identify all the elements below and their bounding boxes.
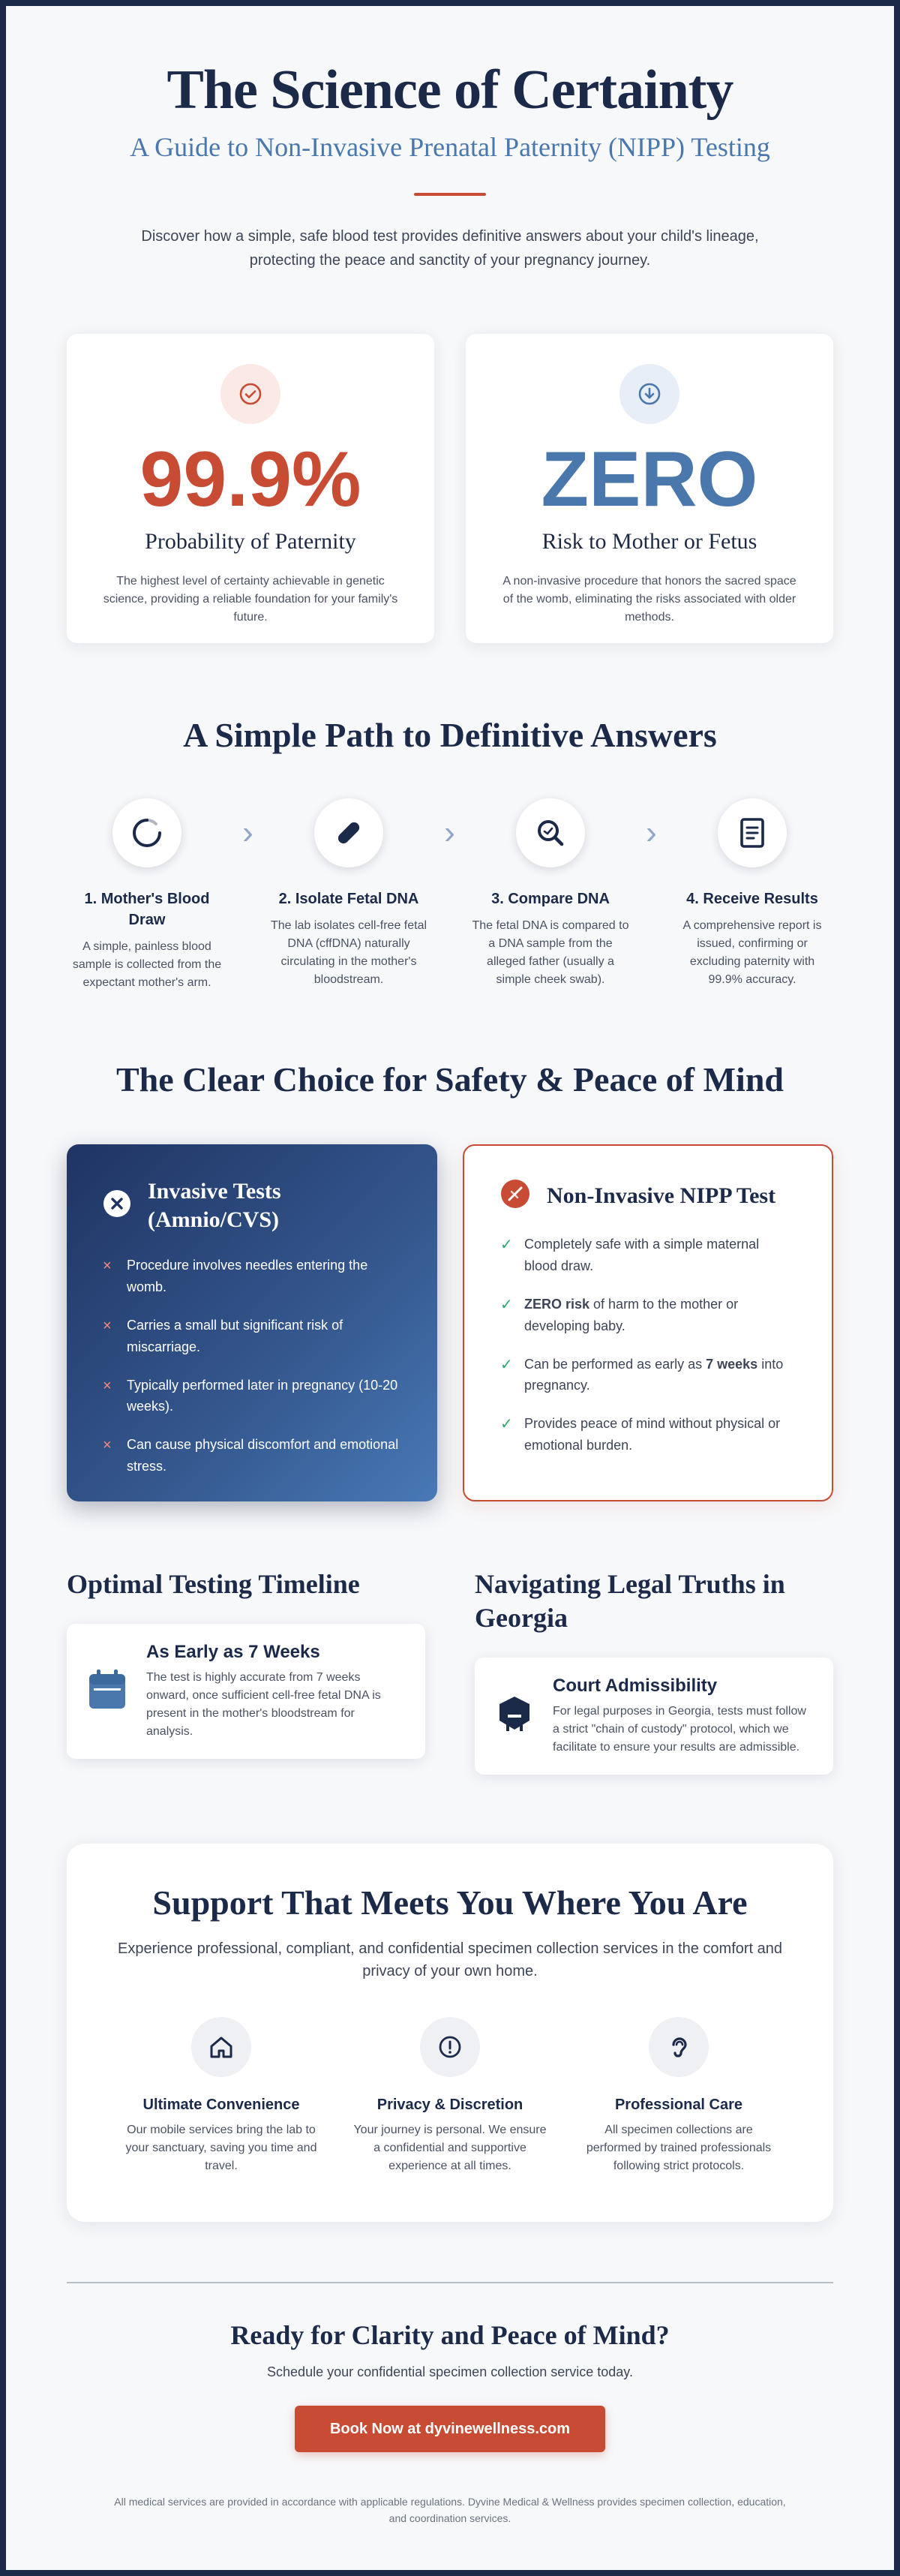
legal-title: Navigating Legal Truths in Georgia <box>475 1569 785 1634</box>
list-item: ✓ Can be performed as early as 7 weeks into pregnancy. <box>500 1354 796 1397</box>
book-now-button[interactable]: Book Now at dyvinewellness.com <box>295 2406 605 2452</box>
feature-title: Privacy & Discretion <box>376 2097 524 2114</box>
header <box>6 6 894 272</box>
close-circle-icon <box>103 1189 131 1222</box>
stat-value: ZERO <box>541 436 758 524</box>
support-features <box>120 2017 780 2175</box>
stat-description: The highest level of certainty achievable in genetic science, providing a reliable foundation for your family's future. <box>103 575 398 624</box>
timeline-legal-section <box>67 1568 894 1775</box>
comparison-title: The Clear Choice for Safety & Peace of Mind <box>116 1060 784 1099</box>
step-description: A comprehensive report is issued, confirming or excluding paternity with 99.9% accuracy. <box>682 919 822 987</box>
legal-column <box>475 1568 833 1775</box>
pill-icon <box>314 798 383 867</box>
check-circle-icon <box>220 364 280 424</box>
invasive-list <box>103 1255 401 1477</box>
stat-label: Probability of Paternity <box>145 529 356 555</box>
courthouse-icon <box>496 1695 533 1738</box>
no-needle-icon <box>500 1179 530 1213</box>
timeline-card <box>67 1624 425 1759</box>
document-icon <box>718 798 787 867</box>
feature-desc: Your journey is personal. We ensure a confidential and supportive experience at all times. <box>353 2124 547 2173</box>
feature-title: Professional Care <box>614 2097 743 2114</box>
process-step <box>268 798 429 992</box>
invasive-card-header <box>103 1177 401 1234</box>
stat-value: 99.9% <box>140 436 362 524</box>
intro-text: Discover how a simple, safe blood test provides definitive answers about your child's lineage, protecting the peace and sanctity of your pregnancy journey. <box>141 228 759 269</box>
list-item: × Typically performed later in pregnancy (10-20 weeks). <box>103 1375 401 1418</box>
stats-section <box>67 334 894 643</box>
stat-label: Risk to Mother or Fetus <box>542 529 758 555</box>
nipp-card-header <box>500 1179 796 1213</box>
list-item: × Carries a small but significant risk of miscarriage. <box>103 1315 401 1358</box>
magnify-icon <box>516 798 585 867</box>
list-item: ✓ Provides peace of mind without physical or emotional burden. <box>500 1413 796 1456</box>
x-icon: × <box>103 1258 112 1275</box>
feature-item <box>120 2017 322 2175</box>
nipp-card-title: Non-Invasive NIPP Test <box>547 1183 776 1209</box>
process-step <box>470 798 631 992</box>
step-title: 4. Receive Results <box>686 891 818 908</box>
feature-item <box>349 2017 551 2175</box>
calendar-icon <box>88 1668 127 1715</box>
feature-item <box>578 2017 780 2175</box>
process-title: A Simple Path to Definitive Answers <box>183 716 717 755</box>
check-icon: ✓ <box>500 1356 513 1373</box>
timeline-card-title: As Early as 7 Weeks <box>146 1642 320 1663</box>
comparison-section <box>6 1060 894 1501</box>
page-subtitle: A Guide to Non-Invasive Prenatal Paternity (NIPP) Testing <box>130 132 770 163</box>
home-icon <box>191 2017 251 2077</box>
section-divider <box>67 2282 833 2283</box>
timeline-column <box>67 1568 425 1775</box>
list-item: ✓ Completely safe with a simple maternal blood draw. <box>500 1234 796 1277</box>
title-divider <box>414 193 486 196</box>
arrow-down-circle-icon <box>620 364 680 424</box>
check-icon: ✓ <box>500 1416 513 1433</box>
legal-card-title: Court Admissibility <box>553 1676 718 1697</box>
x-icon: × <box>103 1437 112 1454</box>
stat-description: A non-invasive procedure that honors the sacred space of the womb, eliminating the risks associated with older methods. <box>502 575 796 624</box>
step-description: A simple, painless blood sample is collected from the expectant mother's arm. <box>72 940 222 990</box>
step-description: The lab isolates cell-free fetal DNA (cffDNA) naturally circulating in the mother's bloodstream. <box>270 919 428 987</box>
ear-icon <box>649 2017 709 2077</box>
process-step <box>672 798 832 992</box>
support-section <box>67 1844 833 2222</box>
comparison-cards <box>67 1144 894 1501</box>
list-item: ✓ ZERO risk of harm to the mother or developing baby. <box>500 1294 796 1337</box>
check-icon: ✓ <box>500 1296 513 1313</box>
feature-title: Ultimate Convenience <box>142 2097 300 2114</box>
cta-section <box>6 2319 894 2452</box>
page-title: The Science of Certainty <box>166 59 734 121</box>
invasive-tests-card <box>67 1144 437 1501</box>
footer-disclaimer: All medical services are provided in accordance with applicable regulations. Dyvine Medical & Wellness provides specimen collection, education, and coordination services. <box>114 2496 786 2525</box>
feature-desc: Our mobile services bring the lab to your sanctuary, saving you time and travel. <box>125 2124 317 2173</box>
step-title: 2. Isolate Fetal DNA <box>278 891 419 908</box>
x-icon: × <box>103 1377 112 1394</box>
support-title: Support That Meets You Where You Are <box>152 1883 748 1922</box>
process-section <box>6 715 894 992</box>
list-item: × Can cause physical discomfort and emotional stress. <box>103 1434 401 1477</box>
check-icon: ✓ <box>500 1237 513 1254</box>
page <box>6 6 894 2570</box>
feature-desc: All specimen collections are performed by trained professionals following strict protocols. <box>586 2124 772 2173</box>
process-steps <box>67 798 833 992</box>
process-step <box>67 798 227 992</box>
timeline-card-desc: The test is highly accurate from 7 weeks onward, once sufficient cell-free fetal DNA is present in the mother's bloodstream for analysis. <box>146 1671 381 1739</box>
alert-circle-icon <box>420 2017 480 2077</box>
step-description: The fetal DNA is compared to a DNA sample from the alleged father (usually a simple cheek swab). <box>472 919 629 987</box>
step-title: 3. Compare DNA <box>491 891 610 908</box>
list-item: × Procedure involves needles entering the womb. <box>103 1255 401 1298</box>
chevron-right-icon: › <box>444 814 455 852</box>
nipp-list <box>500 1234 796 1456</box>
chevron-right-icon: › <box>242 814 254 852</box>
chevron-right-icon: › <box>646 814 657 852</box>
legal-card-desc: For legal purposes in Georgia, tests must follow a strict "chain of custody" protocol, which we facilitate to ensure your results are admissible. <box>553 1705 806 1754</box>
cta-subtitle: Schedule your confidential specimen collection service today. <box>267 2364 633 2380</box>
support-subtitle: Experience professional, compliant, and confidential specimen collection services in the comfort and privacy of your own home. <box>117 1940 783 1980</box>
spinner-icon <box>112 798 182 867</box>
stat-card-paternity <box>67 334 434 643</box>
stat-card-risk <box>466 334 833 643</box>
timeline-title: Optimal Testing Timeline <box>67 1569 360 1600</box>
step-title: 1. Mother's Blood Draw <box>84 891 210 929</box>
x-icon: × <box>103 1317 112 1334</box>
nipp-test-card <box>463 1144 833 1501</box>
legal-card <box>475 1658 833 1775</box>
cta-title: Ready for Clarity and Peace of Mind? <box>230 2320 670 2351</box>
invasive-card-title: Invasive Tests (Amnio/CVS) <box>148 1179 281 1232</box>
